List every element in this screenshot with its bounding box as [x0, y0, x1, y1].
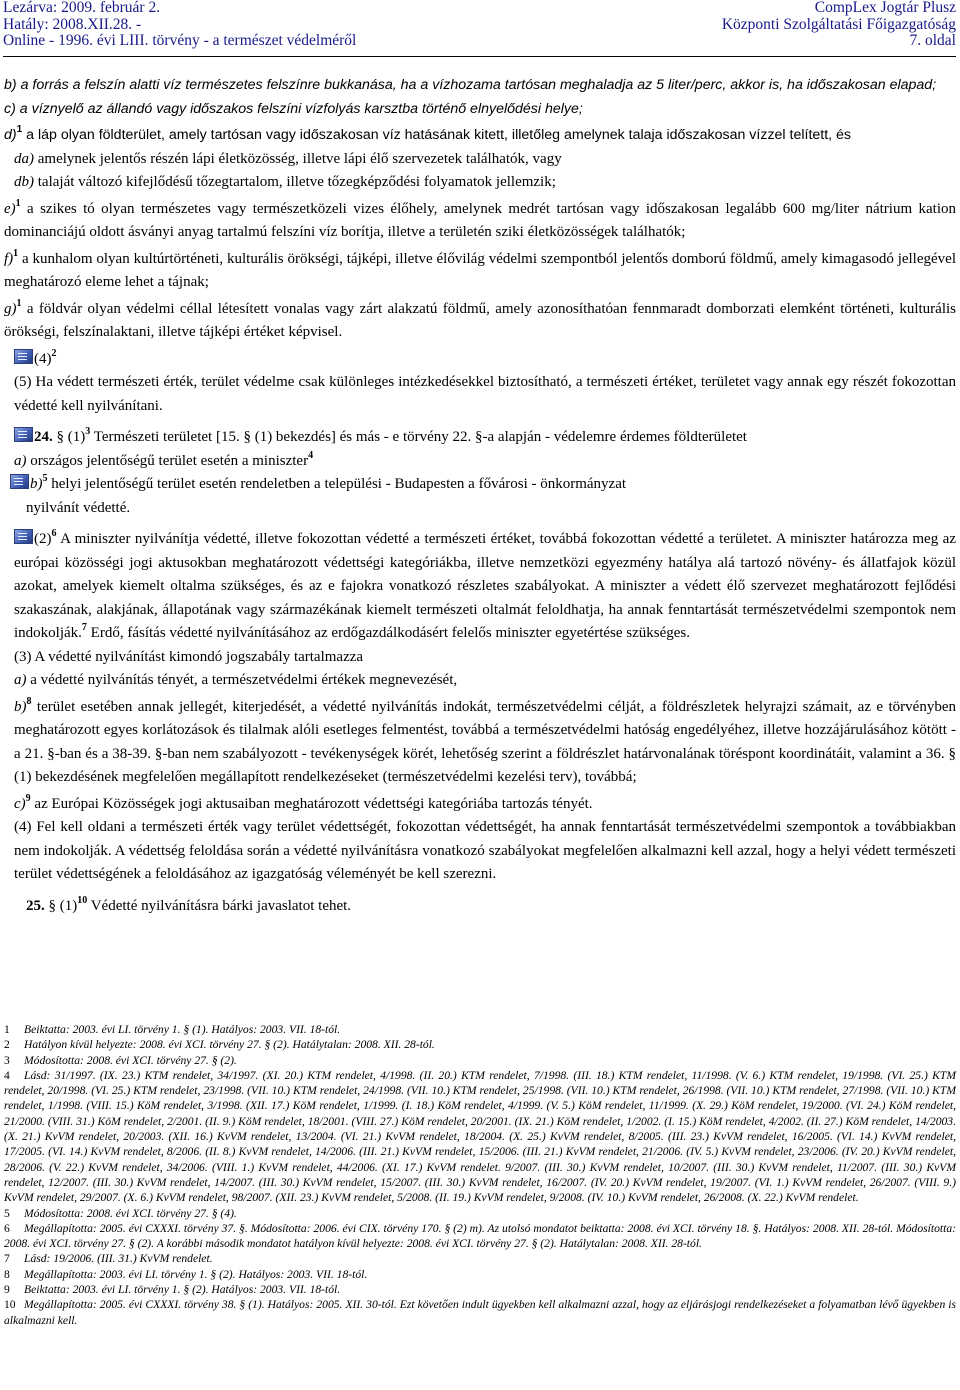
footnote-number: 6 [4, 1221, 10, 1235]
footnote-2 [4, 1037, 956, 1052]
header-closing-date: Lezárva: 2009. február 2. [3, 0, 161, 16]
footnote-number: 3 [4, 1053, 10, 1067]
footnote-4 [4, 1068, 956, 1206]
version-history-icon[interactable] [14, 529, 33, 544]
footnote-number: 9 [4, 1283, 10, 1297]
footnote-ref[interactable]: 1 [15, 197, 21, 209]
footnote-8 [4, 1267, 956, 1282]
footnote-text: Megállapította: 2005. évi CXXXI. törvény 37. §. Módosította: 2006. évi CIX. törvény 170. § (2) m). Az utolsó mondatot beiktatta: 2008. évi XCI. törvény 18. §. Hatályos: 2008. XII. 28-tól. Módosította: 2008. évi XCI. törvény 27. § (2). A korábbi második mondatot hatályon kívül helyezte: 2008. évi XCI. törvény 27. § (2). Hatálytalan: 2008. XII. 28-tól. [4, 1221, 956, 1251]
point-e-text: a szikes tó olyan természetes vagy természetközeli vizes élőhely, amelynek medrét tartósan vagy időszakosan legalább 600 mg/liter nátrium kation dominanciájú oldott ásványi anyag tartalmú felszíni víz borítja, illetve a területén sziki életközösségek találhatók; [4, 200, 956, 240]
page-header [3, 0, 956, 57]
point-g [4, 298, 956, 345]
section-24-number: 24. [34, 429, 53, 445]
footnote-5 [4, 1206, 956, 1221]
section-24-point-b [4, 473, 956, 497]
footnote-number: 4 [4, 1068, 10, 1082]
paragraph-2-num: (2) [34, 531, 52, 547]
footnote-text: Hatályon kívül helyezte: 2008. évi XCI. törvény 27. § (2). Hatálytalan: 2008. XII. 28-tól. [24, 1038, 435, 1052]
point-a-text: országos jelentőségű terület esetén a miniszter [26, 452, 309, 469]
point-d [4, 124, 956, 148]
point-c [4, 98, 956, 122]
footnote-text: Módosította: 2008. évi XCI. törvény 27. § (2). [24, 1053, 237, 1067]
paragraph-4-num: (4) [34, 350, 52, 367]
footnote-3 [4, 1053, 956, 1068]
footnote-ref[interactable]: 7 [81, 622, 87, 633]
point-d-label: d) [4, 127, 17, 143]
footnote-10 [4, 1297, 956, 1328]
section-24-3-point-a [4, 669, 956, 693]
point-db-label: db) [14, 174, 34, 190]
point-da-label: da) [14, 150, 34, 167]
paragraph-2-tail: Erdő, fásítás védetté nyilvánításához az erdőgazdálkodásért felelős miniszter egyetértése szükséges. [86, 625, 691, 641]
point-b-label: b) [4, 77, 17, 93]
point-f [4, 248, 956, 295]
point-c-label: c) [14, 795, 26, 812]
point-f-label: f) [4, 250, 14, 267]
section-24-paragraph-2 [4, 528, 956, 646]
footnote-9 [4, 1282, 956, 1297]
section-24-3-point-c [4, 793, 956, 817]
header-product: CompLex Jogtár Plusz [814, 0, 956, 16]
footnote-text: Módosította: 2008. évi XCI. törvény 27. § (4). [24, 1206, 237, 1220]
footnote-ref[interactable]: 8 [26, 695, 32, 707]
section-24-text: Természeti területet [15. § (1) bekezdés] és más - e törvény 22. §-a alapján - védelemre érdemes földterületet [90, 429, 747, 445]
footnote-ref[interactable]: 10 [77, 894, 88, 906]
point-da [4, 148, 956, 172]
footnote-number: 10 [4, 1298, 16, 1312]
point-d-text: a láp olyan földterület, amely tartósan vagy időszakosan víz hatásának kitett, illetőleg amelynek talaja időszakosan vízzel telített, és [22, 127, 852, 143]
header-law-title: Online - 1996. évi LIII. törvény - a természet védelméről [3, 32, 357, 49]
point-c-text: a víznyelő az állandó vagy időszakos felszíni vízfolyás karsztba történő elnyelődési helye; [15, 100, 583, 117]
point-f-text: a kunhalom olyan kultúrtörténeti, kulturális örökségi, tájképi, illetve élővilág védelmi szempontból jelentős domború földmű, amely kimagasodó jellegével meghatározó eleme lehet a tájnak; [4, 250, 956, 290]
header-right [722, 0, 956, 50]
footnote-number: 1 [4, 1023, 10, 1036]
header-validity: Hatály: 2008.XII.28. - [3, 15, 142, 33]
footnote-number: 2 [4, 1038, 10, 1052]
footnote-text: Megállapította: 2003. évi LI. törvény 1. § (2). Hatályos: 2003. VII. 18-tól. [24, 1267, 368, 1281]
footnote-number: 8 [4, 1267, 10, 1281]
section-25-heading [4, 895, 956, 919]
footnote-text: Beiktatta: 2003. évi LI. törvény 1. § (1). Hatályos: 2003. VII. 18-tól. [24, 1023, 341, 1036]
footnote-1 [4, 1022, 956, 1037]
footnote-ref[interactable]: 6 [51, 528, 57, 539]
footnotes [4, 1022, 956, 1328]
section-24-paragraph-4: (4) Fel kell oldani a természeti érték vagy terület védettségét, fokozottan védettségét, ha annak fenntartását természetvédelmi szempontok a továbbiakban nem indokolják. A védettség feloldása során a védetté nyilvánításra vonatkozó szabályokat megfelelően alkalmazni kell azzal, hogy a helyi védett természeti terület védettségének a feloldásához az igazgatóság véleményét be kell szerezni. [14, 819, 956, 882]
section-24-par-ref: § (1) [52, 429, 86, 445]
version-history-icon[interactable] [10, 474, 29, 489]
footnote-ref[interactable]: 2 [51, 347, 57, 359]
point-a-label: a) [14, 672, 27, 688]
footnote-7 [4, 1251, 956, 1266]
section-24-closing: nyilvánít védetté. [26, 499, 131, 516]
point-c-text: az Európai Közösségek jogi aktusaiban meghatározott védettségi kategóriába tartozás tényét. [30, 795, 593, 812]
point-g-label: g) [4, 300, 17, 317]
footnote-ref[interactable]: 1 [13, 247, 19, 259]
point-a-label: a) [14, 452, 27, 469]
paragraph-5: (5) Ha védett természeti érték, terület védelme csak különleges intézkedésekkel biztosítható, a természeti értéket, területet vagy annak egy részét fokozottan védetté kell nyilvánítani. [14, 374, 956, 414]
paragraph-2-text: A miniszter nyilvánítja védetté, illetve fokozottan védetté a természeti értéket, továbbá fokozottan védetté a területet. A miniszter határozza meg az európai közösségi jogi aktusokban meghatározott védettségi kategóriákba, illetve nemzetközi egyezmény hatálya alá tartozó növény- és állatfajok közül azokat, amelyek kiemelt oltalma szükséges, és az e fajokra vonatkozó részletes szabályokat. A miniszter a védett élő szervezet meghatározott fejlődési szakaszának, alakjának, állapotának vagy származékának kiemelt természeti oltalmát feloldhatja, ha annak fenntartását természetvédelmi szempontok nem indokolják. [14, 531, 956, 641]
footnote-ref[interactable]: 3 [85, 426, 91, 437]
point-b-text: helyi jelentőségű terület esetén rendeletben a települési - Budapesten a fővárosi - önkormányzat [47, 476, 627, 492]
footnote-6 [4, 1221, 956, 1252]
point-g-text: a földvár olyan védelmi céllal létesített vonalas vagy zárt alakzatú földmű, amely azonosíthatóan fennmaradt domborzati elemként történeti, kulturális örökségi, felszínalaktani, illetve tájképi értéket képvisel. [4, 300, 956, 340]
point-e-label: e) [4, 200, 16, 217]
section-24-heading [4, 426, 956, 450]
document-body [4, 74, 956, 918]
footnote-number: 5 [4, 1206, 10, 1220]
point-b-label: b) [30, 476, 43, 492]
section-24-paragraph-3: (3) A védetté nyilvánítást kimondó jogszabály tartalmazza [14, 648, 364, 665]
header-left [3, 0, 356, 50]
footnote-text: Beiktatta: 2003. évi LI. törvény 1. § (2). Hatályos: 2003. VII. 18-tól. [24, 1283, 341, 1297]
footnote-ref[interactable]: 1 [16, 297, 22, 309]
point-db-text: talaját változó kifejlődésű tőzegtartalom, illetve tőzegképződési folyamatok jellemzik; [34, 174, 556, 190]
section-24-3-point-b [4, 696, 956, 790]
point-c-label: c) [4, 100, 16, 117]
footnote-ref[interactable]: 9 [25, 792, 31, 804]
footnote-text: Megállapította: 2005. évi CXXXI. törvény 38. § (1). Hatályos: 2005. XII. 30-tól. Ezt követően indult ügyekben kell alkalmazni azzal, hogy az eljárásjogi rendelkezéseket a folyamatban lévő ügyekben is alkalmazni kell. [4, 1298, 956, 1327]
footnote-ref[interactable]: 4 [308, 449, 314, 461]
section-25-par-ref: § (1) [44, 897, 78, 914]
footnote-number: 7 [4, 1252, 10, 1266]
point-b [4, 74, 956, 98]
section-24-point-a [4, 450, 956, 474]
point-b-label: b) [14, 698, 27, 715]
point-db [4, 171, 956, 195]
footnote-ref[interactable]: 1 [16, 124, 23, 135]
header-publisher: Központi Szolgáltatási Főigazgatóság [721, 15, 956, 33]
header-page-number: 7. oldal [909, 32, 956, 49]
section-25-number: 25. [26, 897, 45, 914]
point-b-text: terület esetében annak jellegét, kiterjedését, a védetté nyilvánítás indokát, természetvédelmi célját, a földrészletek helyrajzi számait, az e törvényben meghatározott egyes korlátozások és tilalmak alóli esetleges felmentést, továbbá a természetvédelmi hatóság engedélyéhez, illetve hozzájárulásához kötött - a 21. §-ban és a 38-39. §-ban nem szabályozott - tevékenységek körét, lehetőség szerint a földrészlet határvonalának töréspont koordinátáit, valamint a 36. § (1) bekezdésének megfelelően megállapított rendelkezéseket (természetvédelmi kezelési terv), továbbá; [14, 698, 956, 785]
version-history-icon[interactable] [14, 427, 33, 442]
footnote-ref[interactable]: 5 [42, 473, 48, 484]
footnote-text: Lásd: 19/2006. (III. 31.) KvVM rendelet. [24, 1252, 213, 1266]
point-e [4, 198, 956, 245]
section-25-text: Védetté nyilvánításra bárki javaslatot tehet. [87, 897, 352, 914]
footnote-text: Lásd: 31/1997. (IX. 23.) KTM rendelet, 34/1997. (XI. 20.) KTM rendelet, 4/1998. (II. 20.) KTM rendelet, 7/1998. (III. 18.) KTM rendelet, 11/1998. (V. 6.) KTM rendelet, 19/1998. (VI. 25.) KTM rendelet, 20/1998. (VI. 25.) KTM rendelet, 23/1998. (VII. 10.) KTM rendelet, 24/1998. (VII. 10.) KTM rendelet, 25/1998. (VII. 10.) KTM rendelet, 26/1998. (VII. 10.) KTM rendelet, 27/1998. (VII. 10.) KTM rendelet, 1/1998. (VIII. 15.) KöM rendelet, 3/1998. (XII. 17.) KöM rendelet, 1/1999. (I. 18.) KöM rendelet, 4/1999. (V. 5.) KöM rendelet, 11/1999. (X. 29.) KöM rendelet, 19/2000. (VI. 24.) KöM rendelet, 21/2000. (VIII. 31.) KöM rendelet, 2/2001. (II. 9.) KöM rendelet, 18/2001. (VIII. 27.) KöM rendelet, 20/2001. (IX. 21.) KöM rendelet, 1/2002. (I. 15.) KöM rendelet, 4/2002. (II. 27.) KöM rendelet, 14/2003. (X. 21.) KvVM rendelet, 20/2003. (XII. 16.) KvVM rendelet, 13/2004. (VI. 21.) KvVM rendelet, 18/2004. (X. 25.) KvVM rendelet, 8/2005. (III. 23.) KvVM rendelet, 16/2005. (VI. 14.) KvVM rendelet, 17/2005. (VI. 14.) KvVM rendelet, 8/2006. (II. 8.) KvVM rendelet, 14/2006. (III. 21.) KvVM rendelet, 15/2006. (III. 21.) KvVM rendelet, 21/2006. (IV. 5.) KvVM rendelet, 23/2006. (IV. 20.) KvVM rendelet, 28/2006. (V. 22.) KvVM rendelet, 34/2006. (VIII. 1.) KvVM rendelet, 44/2006. (XI. 17.) KvVM rendelet. 9/2007. (III. 30.) KvVM rendelet, 10/2007. (III. 30.) KvVM rendelet, 11/2007. (III. 30.) KvVM rendelet, 12/2007. (III. 30.) KvVM rendelet, 14/2007. (III. 30.) KvVM rendelet, 15/2007. (III. 30.) KvVM rendelet, 16/2007. (IV. 20.) KvVM rendelet, 19/2007. (VI. 1.) KvVM rendelet, 26/2007. (VIII. 9.) KvVM rendelet, 29/2007. (X. 6.) KvVM rendelet, 98/2007. (XII. 23.) KvVM rendelet, 5/2008. (II. 19.) KvVM rendelet, 9/2008. (IV. 10.) KvVM rendelet, 26/2008. (X. 22.) KvVM rendelet. [4, 1068, 956, 1205]
version-history-icon[interactable] [14, 349, 33, 364]
paragraph-4 [4, 348, 956, 372]
point-da-text: amelynek jelentős részén lápi életközösség, illetve lápi élő szervezetek találhatók, vagy [34, 150, 562, 167]
point-a-text: a védetté nyilvánítás tényét, a természetvédelmi értékek megnevezését, [26, 672, 458, 688]
point-b-text: a forrás a felszín alatti víz természetes felszínre bukkanása, ha a vízhozama tartósan meghaladja az 5 liter/perc, akkor is, ha időszakosan elapad; [16, 77, 937, 93]
